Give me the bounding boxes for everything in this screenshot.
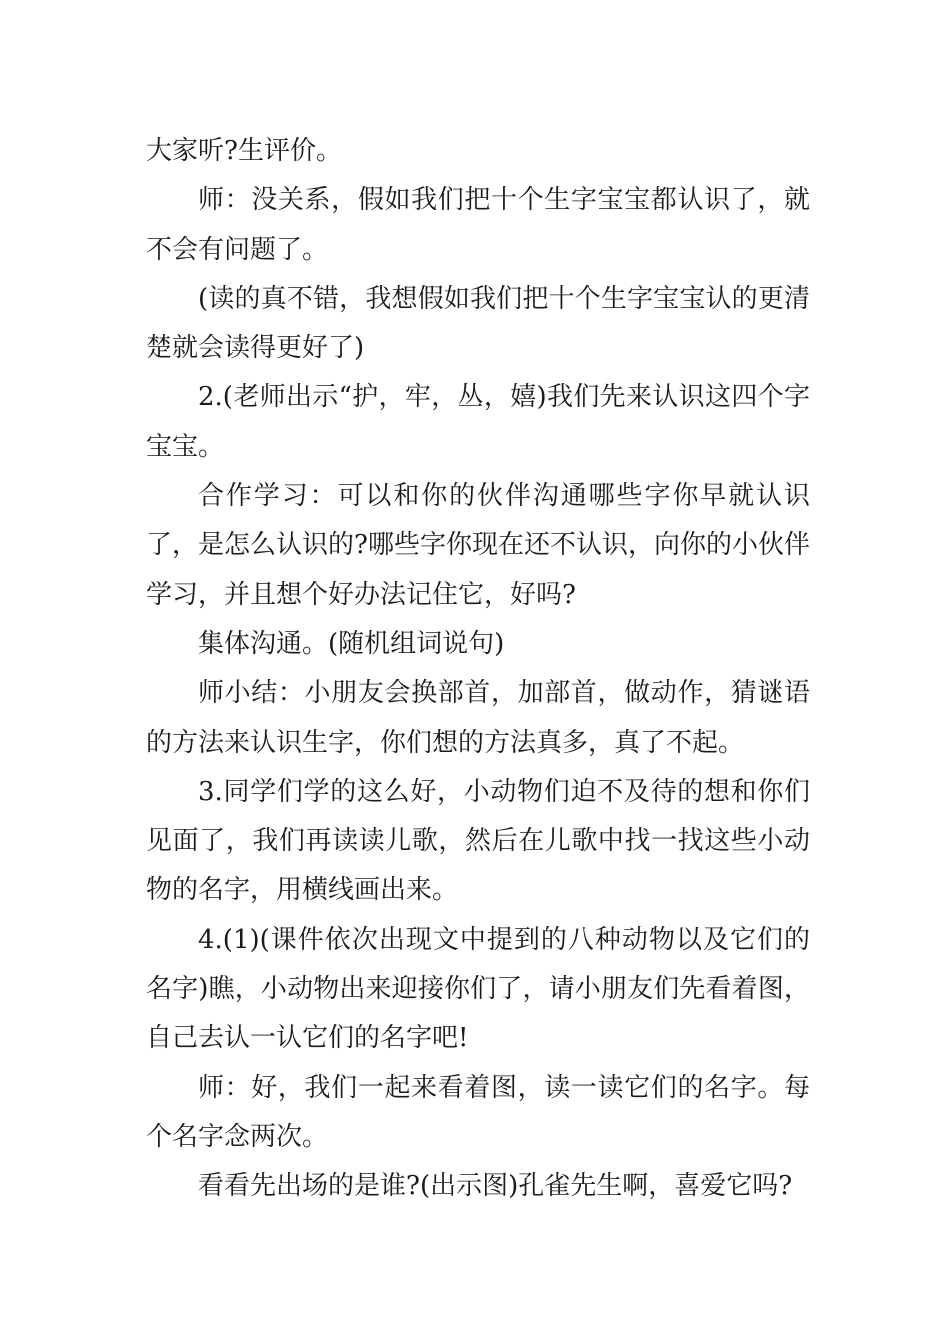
paragraph-teacher-read-names: 师：好，我们一起来看着图，读一读它们的名字。每个名字念两次。 [146,1072,810,1152]
paragraph-continuation: 大家听?生评价。 [146,136,342,166]
paragraph-peacock: 看看先出场的是谁?(出示图)孔雀先生啊，喜爱它吗? [198,1171,793,1202]
paragraph-group-exchange: 集体沟通。(随机组词说句) [198,628,505,659]
paragraph-reading-comment: (读的真不错，我想假如我们把十个生字宝宝认的更清楚就会读得更好了) [146,283,810,364]
paragraph-teacher-summary: 师小结：小朋友会换部首，加部首，做动作，猜谜语的方法来认识生字，你们想的方法真多，真了不起。 [146,678,810,758]
document-body [146,127,810,1212]
paragraph-teacher-reassure: 师：没关系，假如我们把十个生字宝宝都认识了，就不会有问题了。 [146,185,810,265]
paragraph-cooperative-learning: 合作学习：可以和你的伙伴沟通哪些字你早就认识了，是怎么认识的?哪些字你现在还不认识，向你的小伙伴学习，并且想个好办法记住它，好吗? [146,481,810,610]
paragraph-step-3: 3.同学们学的这么好，小动物们迫不及待的想和你们见面了，我们再读读儿歌，然后在儿歌中找一找这些小动物的名字，用横线画出来。 [146,776,810,906]
paragraph-step-4: 4.(1)(课件依次出现文中提到的八种动物以及它们的名字)瞧，小动物出来迎接你们了，请小朋友们先看着图，自己去认一认它们的名字吧! [146,924,810,1054]
paragraph-step-2: 2.(老师出示“护，牢，丛，嬉)我们先来认识这四个字宝宝。 [146,382,810,462]
